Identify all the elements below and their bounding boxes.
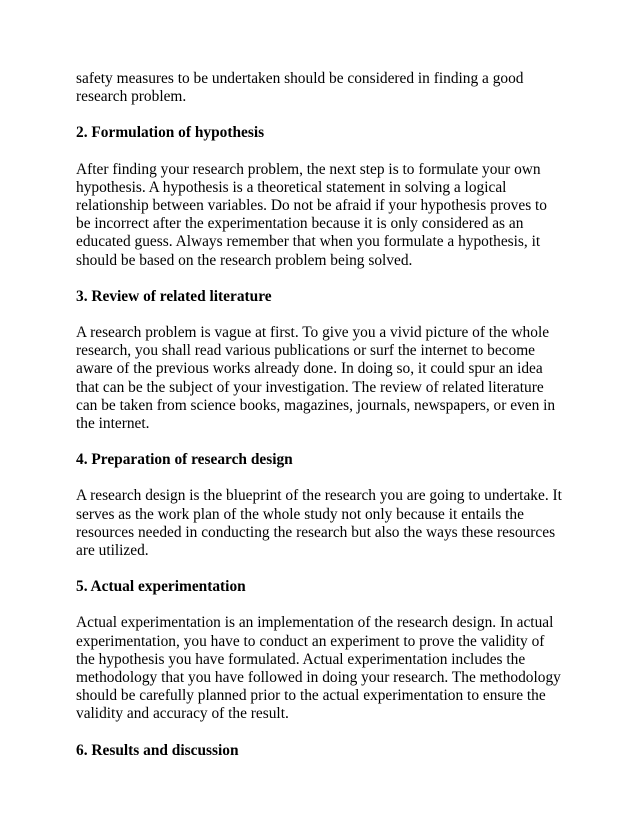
section-heading-experimentation: 5. Actual experimentation <box>76 578 246 596</box>
section-heading-literature: 3. Review of related literature <box>76 287 272 305</box>
section-heading-design: 4. Preparation of research design <box>76 451 293 469</box>
section-body-experimentation: Actual experimentation is an implementation of the research design. In actual experimentation, you have to conduct an experiment to prove the validity of the hypothesis you have formulated. Actual experimentation includes the methodology that you have followed in doing your research. The methodology should be carefully planned prior to the actual experimentation to ensure the validity and accuracy of the result. <box>76 614 561 723</box>
section-body-literature: A research problem is vague at first. To give you a vivid picture of the whole research, you shall read various publications or surf the internet to become aware of the previous works already done. In doing so, it could spur an idea that can be the subject of your investigation. The review of related literature can be taken from science books, magazines, journals, newspapers, or even in the internet. <box>76 324 556 433</box>
intro-paragraph: safety measures to be undertaken should be considered in finding a good research problem. <box>76 70 524 106</box>
section-body-hypothesis: After finding your research problem, the next step is to formulate your own hypothesis. A hypothesis is a theoretical statement in solving a logical relationship between variables. Do not be afraid if your hypothesis proves to be incorrect after the experimentation because it is only considered as an educated guess. Always remember that when you formulate a hypothesis, it should be based on the research problem being solved. <box>76 160 547 269</box>
section-heading-hypothesis: 2. Formulation of hypothesis <box>76 124 265 142</box>
section-heading-results: 6. Results and discussion <box>76 741 239 759</box>
section-body-design: A research design is the blueprint of the research you are going to undertake. It serves as the work plan of the whole study not only because it entails the resources needed in conducting the research but also the ways these resources are utilized. <box>76 487 562 560</box>
